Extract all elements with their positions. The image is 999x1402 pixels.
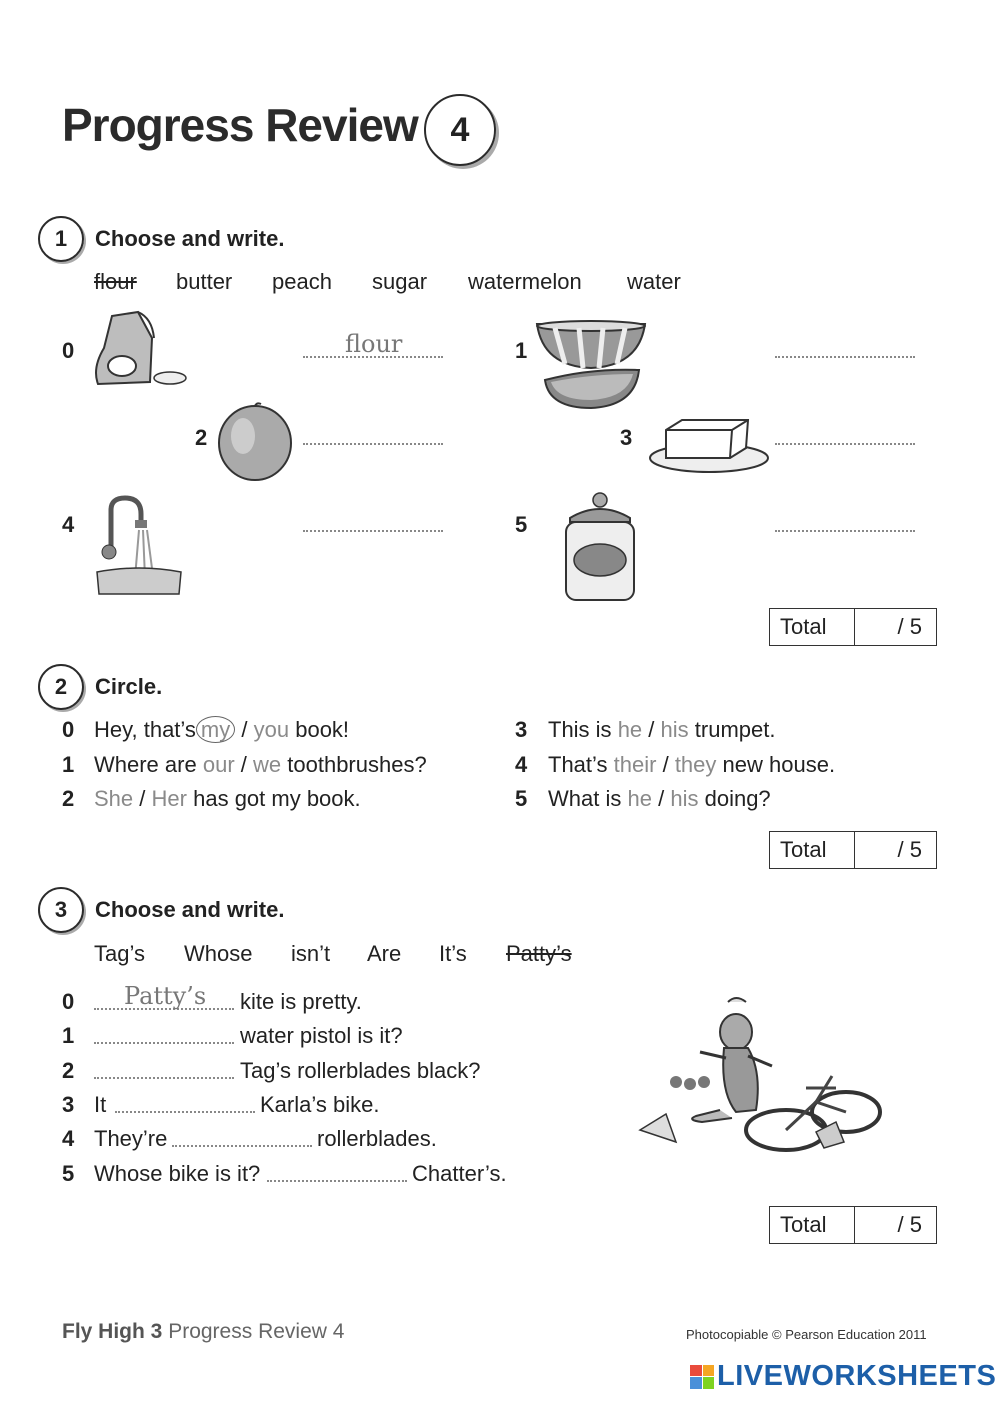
word-bank-item: It’s bbox=[439, 941, 467, 966]
item-number: 0 bbox=[62, 338, 75, 363]
score-box bbox=[769, 608, 937, 646]
word-bank-item: peach bbox=[272, 269, 332, 294]
answer-line bbox=[94, 1042, 234, 1044]
option-2[interactable]: his bbox=[670, 786, 699, 811]
item-number: 3 bbox=[62, 1092, 75, 1117]
score-label: Total bbox=[770, 1207, 855, 1243]
word-bank-item: isn’t bbox=[291, 941, 331, 966]
score-value: / 5 bbox=[897, 837, 922, 862]
sentence bbox=[548, 786, 771, 812]
answer-line bbox=[172, 1145, 312, 1147]
option-2[interactable]: they bbox=[674, 752, 717, 777]
word-bank-item: Tag’s bbox=[94, 941, 145, 966]
peach-icon bbox=[215, 400, 295, 482]
answer-line bbox=[267, 1180, 407, 1182]
score-label: Total bbox=[770, 832, 855, 868]
option-separator: / bbox=[658, 786, 665, 811]
word-bank-item: Patty’s bbox=[506, 941, 572, 966]
item-number: 1 bbox=[62, 1023, 75, 1048]
sentence-end: trumpet. bbox=[694, 717, 776, 742]
option-1[interactable]: he bbox=[617, 717, 643, 742]
answer-line bbox=[775, 530, 915, 532]
liveworksheets-logo-icon bbox=[690, 1365, 714, 1389]
page-title: Progress Review bbox=[62, 99, 418, 151]
option-1[interactable]: he bbox=[627, 786, 652, 811]
score-box bbox=[769, 831, 937, 869]
answer-input[interactable]: flour bbox=[345, 330, 403, 358]
answer-line bbox=[775, 356, 915, 358]
footer-book-title bbox=[62, 1320, 344, 1344]
word-bank-item: Whose bbox=[184, 941, 253, 966]
option-separator: / bbox=[648, 717, 655, 742]
sentence-start: This is bbox=[548, 717, 612, 742]
item-number: 3 bbox=[515, 717, 528, 742]
option-1[interactable]: She bbox=[94, 786, 134, 811]
item-number: 2 bbox=[62, 786, 75, 811]
word-bank-item: flour bbox=[94, 269, 137, 294]
flour-bag-icon bbox=[90, 308, 190, 388]
item-number: 5 bbox=[515, 512, 528, 537]
word-bank-item: sugar bbox=[372, 269, 428, 294]
option-2[interactable]: you bbox=[253, 717, 290, 742]
score-box bbox=[769, 1206, 937, 1244]
answer-line bbox=[94, 1077, 234, 1079]
liveworksheets-logo[interactable] bbox=[690, 1360, 996, 1393]
item-number: 0 bbox=[62, 717, 75, 742]
item-number: 4 bbox=[62, 1126, 75, 1151]
review-name: Progress Review 4 bbox=[168, 1320, 345, 1343]
word-bank-item: Are bbox=[367, 941, 402, 966]
option-2[interactable]: we bbox=[253, 752, 282, 777]
answer-line bbox=[303, 530, 443, 532]
review-number-badge: 4 bbox=[424, 94, 496, 166]
section-2-instruction: Circle. bbox=[95, 674, 163, 699]
sentence-end: doing? bbox=[704, 786, 771, 811]
item-number: 2 bbox=[62, 1058, 75, 1083]
sentence-end: kite is pretty. bbox=[240, 989, 362, 1014]
sentence-end: toothbrushes? bbox=[287, 752, 427, 777]
sentence-start: That’s bbox=[548, 752, 608, 777]
answer-line bbox=[775, 443, 915, 445]
item-number: 4 bbox=[62, 512, 75, 537]
sentence-end: rollerblades. bbox=[317, 1126, 437, 1151]
sentence bbox=[94, 717, 349, 743]
sentence bbox=[94, 786, 361, 812]
item-number: 1 bbox=[515, 338, 528, 363]
sentence-end: book! bbox=[295, 717, 350, 742]
sentence-start: Whose bike is it? bbox=[94, 1161, 261, 1186]
sentence-start: They’re bbox=[94, 1126, 168, 1151]
section-1-number: 1 bbox=[38, 216, 84, 262]
item-number: 5 bbox=[515, 786, 528, 811]
sentence-end: Chatter’s. bbox=[412, 1161, 507, 1186]
watermelon-icon bbox=[535, 318, 650, 414]
sentence-end: new house. bbox=[722, 752, 836, 777]
score-label: Total bbox=[770, 609, 855, 645]
option-separator: / bbox=[139, 786, 146, 811]
option-2[interactable]: his bbox=[660, 717, 689, 742]
score-value: / 5 bbox=[897, 614, 922, 639]
tap-water-icon bbox=[95, 494, 183, 598]
option-separator: / bbox=[662, 752, 669, 777]
item-number: 2 bbox=[195, 425, 208, 450]
option-2[interactable]: Her bbox=[151, 786, 187, 811]
copyright-notice: Photocopiable © Pearson Education 2011 bbox=[686, 1327, 927, 1342]
answer-line bbox=[303, 443, 443, 445]
option-separator: / bbox=[240, 752, 247, 777]
sentence bbox=[548, 752, 835, 778]
sentence bbox=[94, 752, 427, 778]
answer-line bbox=[115, 1111, 255, 1113]
word-bank-item: butter bbox=[176, 269, 233, 294]
section-3-number: 3 bbox=[38, 887, 84, 933]
sentence bbox=[548, 717, 776, 743]
item-number: 4 bbox=[515, 752, 528, 777]
item-number: 1 bbox=[62, 752, 75, 777]
item-number: 0 bbox=[62, 989, 75, 1014]
sentence-end: water pistol is it? bbox=[240, 1023, 403, 1048]
score-value: / 5 bbox=[897, 1212, 922, 1237]
book-name: Fly High 3 bbox=[62, 1320, 163, 1343]
item-number: 5 bbox=[62, 1161, 75, 1186]
item-number: 3 bbox=[620, 425, 633, 450]
sentence-start: Where are bbox=[94, 752, 197, 777]
butter-icon bbox=[648, 414, 770, 474]
option-1[interactable]: my bbox=[196, 716, 235, 743]
option-1[interactable]: their bbox=[613, 752, 657, 777]
brand-name: LIVEWORKSHEETS bbox=[717, 1360, 997, 1392]
sugar-jar-icon bbox=[560, 490, 640, 604]
word-bank-item: water bbox=[627, 269, 681, 294]
section-2-number: 2 bbox=[38, 664, 84, 710]
sentence-start: What is bbox=[548, 786, 622, 811]
sentence-end: Tag’s rollerblades black? bbox=[240, 1058, 481, 1083]
section-1-instruction: Choose and write. bbox=[95, 226, 285, 251]
word-bank-item: watermelon bbox=[468, 269, 582, 294]
option-1[interactable]: our bbox=[202, 752, 235, 777]
section-3-instruction: Choose and write. bbox=[95, 897, 285, 922]
kangaroo-bike-illustration bbox=[636, 992, 884, 1156]
answer-input[interactable]: Patty’s bbox=[124, 982, 207, 1010]
option-separator: / bbox=[241, 717, 248, 742]
sentence-start: Hey, that’s bbox=[94, 717, 196, 742]
sentence-end: Karla’s bike. bbox=[260, 1092, 380, 1117]
sentence-end: has got my book. bbox=[193, 786, 361, 811]
sentence-start: It bbox=[94, 1092, 107, 1117]
